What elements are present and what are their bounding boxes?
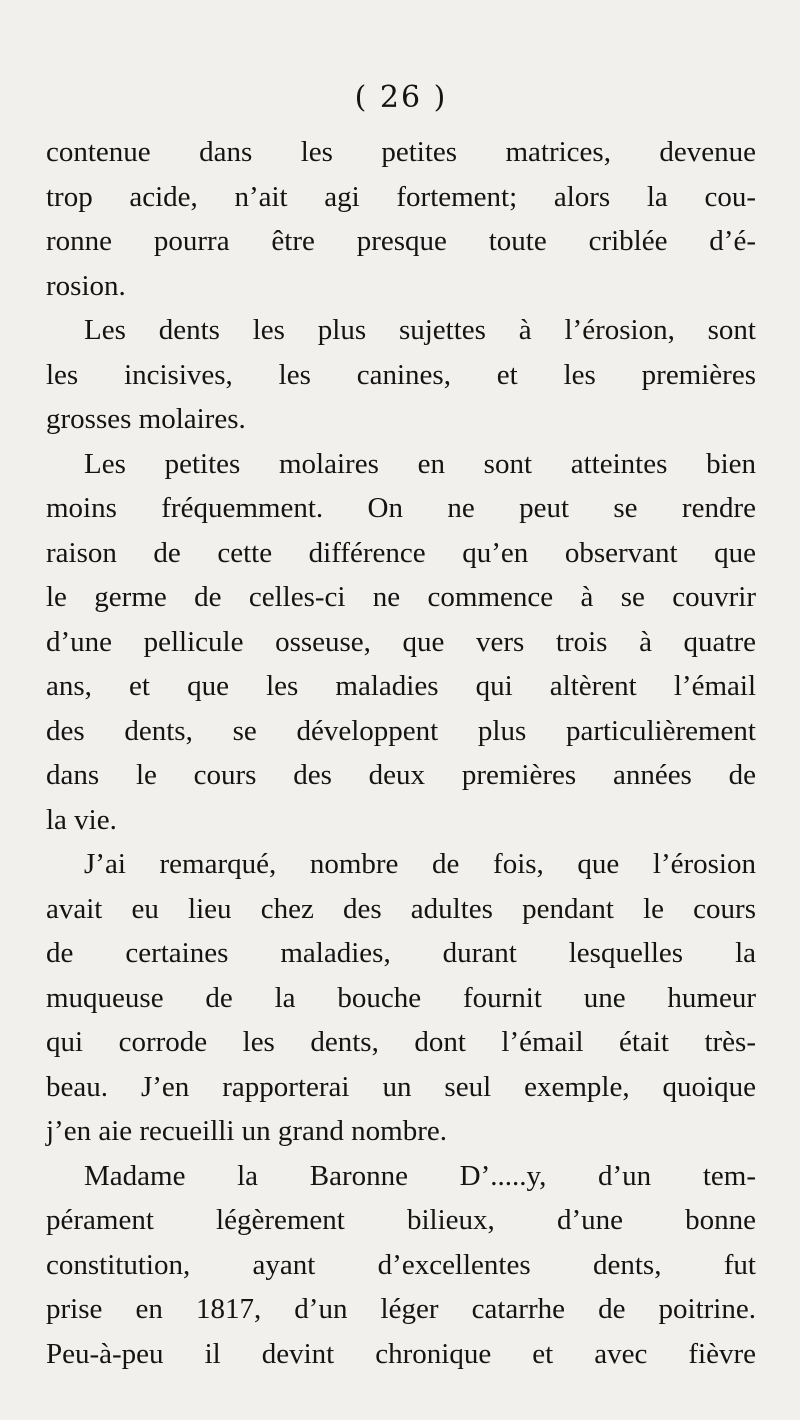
text-line: ans, et que les maladies qui altèrent l’émail xyxy=(46,670,756,702)
text-line: J’ai remarqué, nombre de fois, que l’érosion xyxy=(84,848,756,880)
text-line: de certaines maladies, durant lesquelles la xyxy=(46,937,756,969)
text-line: rosion. xyxy=(46,269,126,302)
text-line: beau. J’en rapporterai un seul exemple, quoique xyxy=(46,1070,756,1103)
text-line: des dents, se développent plus particulièrement xyxy=(46,714,756,747)
text-line: grosses molaires. xyxy=(46,403,246,435)
text-line: moins fréquemment. On ne peut se rendre xyxy=(46,492,756,524)
text-line: trop acide, n’ait agi fortement; alors la cou- xyxy=(46,180,756,213)
text-line: pérament légèrement bilieux, d’une bonne xyxy=(46,1204,756,1236)
paragraph xyxy=(46,442,756,843)
text-line: dans le cours des deux premières années de xyxy=(46,759,756,791)
text-body xyxy=(46,130,756,1376)
text-line: qui corrode les dents, dont l’émail était très- xyxy=(46,1026,756,1058)
page-number: ( 26 ) xyxy=(354,80,448,115)
paragraph xyxy=(46,842,756,1154)
text-line: contenue dans les petites matrices, devenue xyxy=(46,136,756,168)
text-line: la vie. xyxy=(46,803,117,836)
text-line: Madame la Baronne D’.....y, d’un tem- xyxy=(84,1159,756,1192)
text-line: d’une pellicule osseuse, que vers trois à quatre xyxy=(46,625,756,658)
text-line: prise en 1817, d’un léger catarrhe de poitrine. xyxy=(46,1293,756,1325)
text-line: avait eu lieu chez des adultes pendant le cours xyxy=(46,892,756,925)
text-line: les incisives, les canines, et les premières xyxy=(46,358,756,391)
text-line: muqueuse de la bouche fournit une humeur xyxy=(46,981,756,1014)
text-line: Les dents les plus sujettes à l’érosion, sont xyxy=(84,314,756,346)
text-line: j’en aie recueilli un grand nombre. xyxy=(46,1115,448,1147)
text-line: ronne pourra être presque toute criblée d’é- xyxy=(46,225,756,257)
paragraph xyxy=(46,1154,756,1377)
text-line: Les petites molaires en sont atteintes bien xyxy=(84,447,756,480)
text-line: raison de cette différence qu’en observant que xyxy=(46,536,756,569)
text-line: le germe de celles-ci ne commence à se couvrir xyxy=(46,581,756,613)
text-line: Peu-à-peu il devint chronique et avec fièvre xyxy=(46,1337,756,1370)
paragraph xyxy=(46,308,756,442)
text-line: constitution, ayant d’excellentes dents, fut xyxy=(46,1248,756,1281)
paragraph xyxy=(46,130,756,308)
